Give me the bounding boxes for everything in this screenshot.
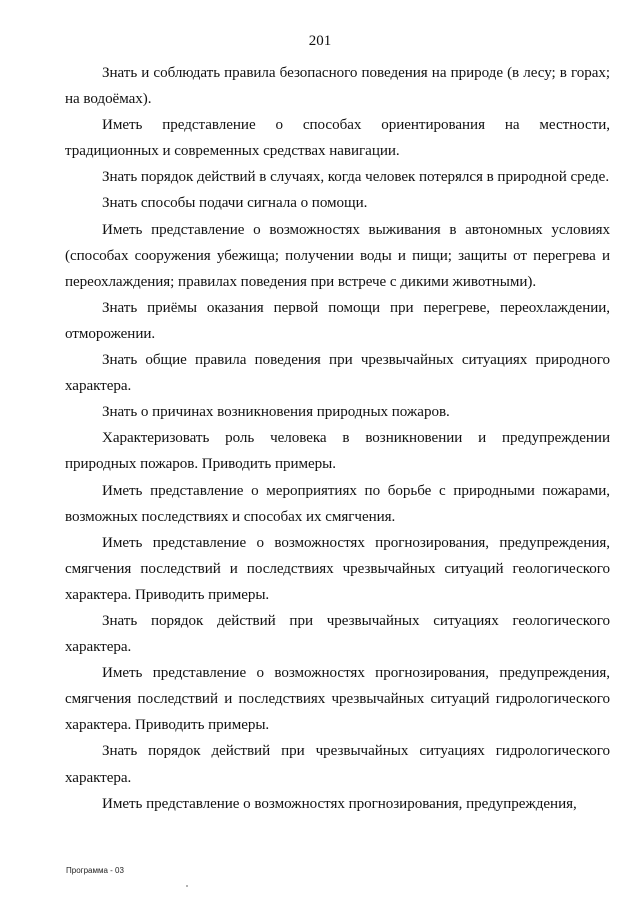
- paragraph: Иметь представление о возможностях прогнозирования, предупреждения,: [102, 795, 577, 812]
- page-body: [65, 60, 610, 817]
- paragraph: Знать общие правила поведения при чрезвычайных ситуациях природного характера.: [65, 352, 610, 395]
- paragraph: Иметь представление о возможностях прогнозирования, предупреждения, смягчения последствий и последствиях чрезвычайных ситуаций гидрологического характера. Приводить примеры.: [65, 665, 610, 734]
- page-footer: Программа - 03: [66, 866, 124, 875]
- paragraph: Знать порядок действий при чрезвычайных ситуациях гидрологического характера.: [65, 743, 610, 786]
- paragraph: Иметь представление о возможностях выживания в автономных условиях (способах сооружения убежища; получении воды и пищи; защиты от перегрева и переохлаждения; правилах поведения при встрече с дикими животными).: [65, 221, 610, 290]
- paragraph: Знать порядок действий в случаях, когда человек потерялся в природной среде.: [102, 169, 610, 186]
- page-number: 201: [308, 33, 332, 49]
- paragraph: Иметь представление о мероприятиях по борьбе с природными пожарами, возможных последствиях и способах их смягчения.: [65, 482, 610, 525]
- paragraph: Иметь представление о способах ориентирования на местности, традиционных и современных средствах навигации.: [65, 117, 610, 160]
- paragraph: Характеризовать роль человека в возникновении и предупреждении природных пожаров. Приводить примеры.: [65, 430, 610, 473]
- paragraph: Знать о причинах возникновения природных пожаров.: [102, 404, 450, 421]
- paragraph: Знать и соблюдать правила безопасного поведения на природе (в лесу; в горах; на водоёмах).: [65, 65, 610, 108]
- scan-speck: [186, 885, 188, 887]
- paragraph: Знать приёмы оказания первой помощи при перегреве, переохлаждении, отморожении.: [65, 299, 610, 342]
- paragraph: Знать порядок действий при чрезвычайных ситуациях геологического характера.: [65, 612, 610, 656]
- paragraph: Знать способы подачи сигнала о помощи.: [102, 195, 368, 212]
- paragraph: Иметь представление о возможностях прогнозирования, предупреждения, смягчения последствий и последствиях чрезвычайных ситуаций геологического характера. Приводить примеры.: [65, 534, 610, 603]
